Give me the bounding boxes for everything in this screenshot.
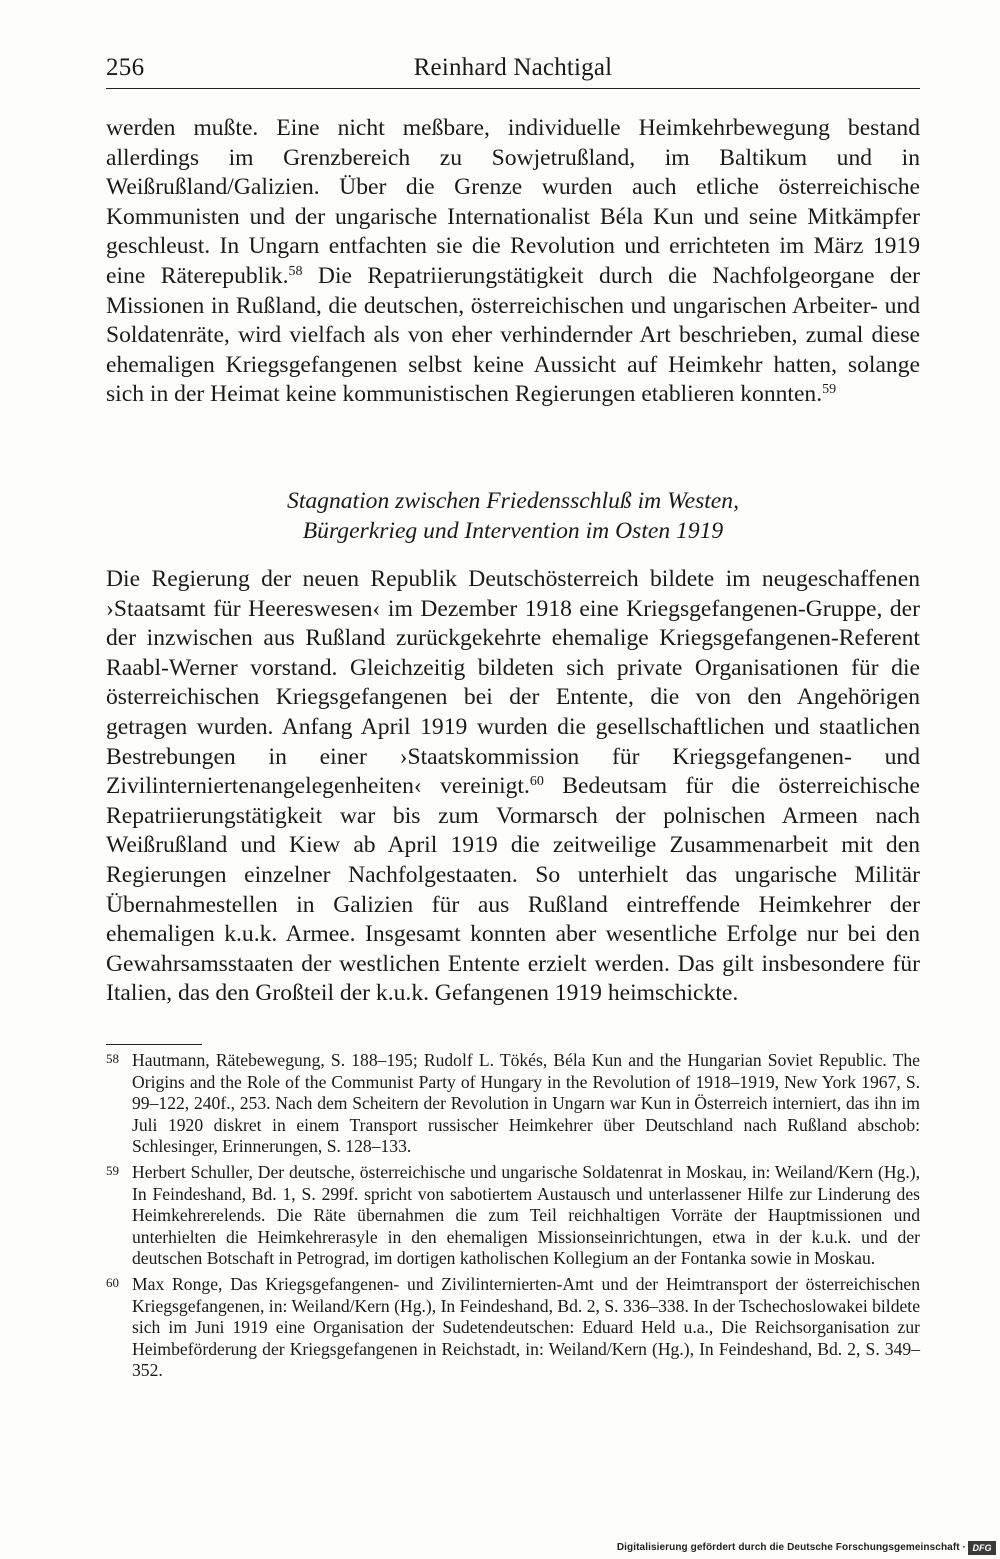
footnote-number: 59 [106,1162,119,1178]
footnote-divider [106,1044,202,1045]
dfg-logo: DFG [968,1541,996,1555]
body-paragraph-2 [106,565,920,1009]
footnote-ref-60[interactable]: 60 [529,774,544,790]
footnote-60 [106,1274,920,1382]
running-title: Reinhard Nachtigal [413,54,613,81]
paragraph-text: Bedeutsam für die österreichische Repatriierungstätigkeit war bis zum Vormarsch der polnischen Armeen nach Weißrußland und Kiew ab April 1919 die zeitweilige Zusammenarbeit mit den Regierungen einzelner Nachfolgestaaten. So unterhielt das ungarische Militär Übernahmestellen in Galizien für aus Rußland eintreffende Heimkehrer der ehemaligen k.u.k. Armee. Insgesamt konnten aber wesentliche Erfolge nur bei den Gewahrsamsstaaten der westlichen Entente erzielt werden. Das gilt insbesondere für Italien, das den Großteil der k.u.k. Gefangenen 1919 heimschickte. [106,773,920,1007]
paragraph-text: Die Repatriierungstätigkeit durch die Nachfolgeorgane der Missionen in Rußland, die deutschen, österreichischen und ungarischen Arbeiter- und Soldatenräte, wird vielfach als von eher verhindernder Art beschrieben, zumal diese ehemaligen Kriegsgefangenen selbst keine Aussicht auf Heimkehr hatten, solange sich in der Heimat keine kommunistischen Regierungen etablieren konnten. [106,262,920,408]
section-heading-line-2: Bürgerkrieg und Intervention im Osten 1919 [302,517,724,544]
footnote-59 [106,1162,920,1270]
footnote-number: 58 [106,1051,119,1066]
footnote-ref-58[interactable]: 58 [288,263,303,279]
footnote-text: Max Ronge, Das Kriegsgefangenen- und Zivilinternierten-Amt und der Heimtransport der österreichischen Kriegsgefangenen, in: Weiland/Kern (Hg.), In Feindeshand, Bd. 2, S. 336–338. In der Tschechoslowakei bildete sich im Juni 1919 eine Organisation der Sudetendeutschen: Eduard Held u.a., Die Reichsorganisation zur Heimbeförderung der Kriegsgefangenen in Reichstadt, in: Weiland/Kern (Hg.), In Feindeshand, Bd. 2, S. 349–352. [132,1273,920,1381]
digitization-credit: Digitalisierung gefördert durch die Deutsche Forschungsgemeinschaft · [616,1542,966,1553]
paragraph-text: Die Regierung der neuen Republik Deutschösterreich bildete im neugeschaffenen ›Staatsamt für Heereswesen‹ im Dezember 1918 eine Kriegsgefangenen-Gruppe, der der inzwischen aus Rußland zurückgekehrte ehemalige Kriegsgefangenen-Referent Raabl-Werner vorstand. Gleichzeitig bildeten sich private Organisationen für die österreichischen Kriegsgefangenen bei der Entente, die von den Angehörigen getragen wurden. Anfang April 1919 wurden die gesellschaftlichen und staatlichen Bestrebungen in einer ›Staatskommission für Kriegsgefangenen- und Zivilinterniertenangelegenheiten‹ vereinigt. [106,566,920,800]
footnote-58 [106,1050,920,1158]
footnote-ref-59[interactable]: 59 [822,382,837,398]
section-heading [106,487,920,546]
section-heading-line-1: Stagnation zwischen Friedensschluß im Westen, [287,488,739,514]
footnote-text: Herbert Schuller, Der deutsche, österreichische und ungarische Soldatenrat in Moskau, in: Weiland/Kern (Hg.), In Feindeshand, Bd. 1, S. 299f. spricht von sabotiertem Austausch und unterlassener Hilfe zur Linderung des Heimkehrerelends. Die Räte übernahmen die zum Teil reichhaltigen Vorräte der Hauptmissionen und unterhielten die Heimkehrerasyle in den ehemaligen Missionseinrichtungen, etwa in der k.u.k. und der deutschen Botschaft in Petrograd, im dortigen katholischen Kollegium an der Fontanka sowie in Moskau. [132,1161,920,1269]
footnote-text: Hautmann, Rätebewegung, S. 188–195; Rudolf L. Tökés, Béla Kun and the Hungarian Soviet Republic. The Origins and the Role of the Communist Party of Hungary in the Revolution of 1918–1919, New York 1967, S. 99–122, 240f., 253. Nach dem Scheitern der Revolution in Ungarn war Kun in Österreich interniert, das ihn im Juli 1920 diskret in einem Transport russischer Heimkehrer über Deutschland nach Rußland abschob: Schlesinger, Erinnerungen, S. 128–133. [132,1050,920,1157]
body-paragraph-1 [106,114,920,410]
page-number: 256 [106,54,145,81]
paragraph-text: werden mußte. Eine nicht meßbare, individuelle Heimkehrbewegung bestand allerdings im Grenzbereich zu Sowjetrußland, im Baltikum und in Weißrußland/Galizien. Über die Grenze wurden auch etliche österreichische Kommunisten und der ungarische Internationalist Béla Kun und seine Mitkämpfer geschleust. In Ungarn entfachten sie die Revolution und errichteten im März 1919 eine Räterepublik. [106,115,920,289]
footnotes [106,1050,920,1386]
footnote-number: 60 [106,1274,119,1290]
running-head [106,52,920,89]
